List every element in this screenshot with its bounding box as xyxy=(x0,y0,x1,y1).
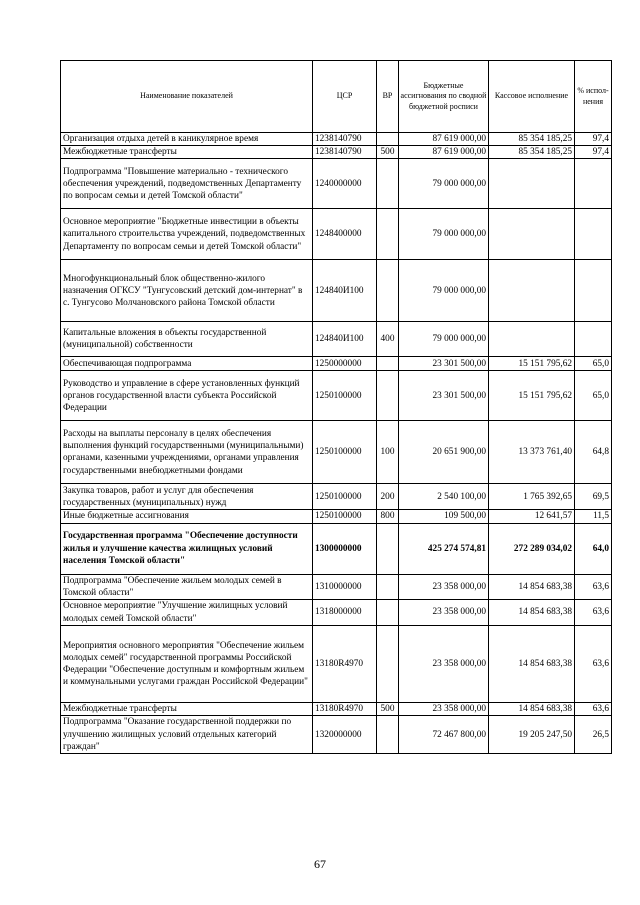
cell-cash: 85 354 185,25 xyxy=(489,146,575,159)
cell-csr: 1320000000 xyxy=(313,716,377,754)
cell-pct xyxy=(575,260,612,322)
table-body xyxy=(61,133,612,754)
table-header-row xyxy=(61,61,612,133)
cell-cash xyxy=(489,159,575,209)
cell-pct: 63,6 xyxy=(575,703,612,716)
cell-vr xyxy=(377,159,399,209)
cell-cash xyxy=(489,260,575,322)
cell-name: Многофункциональный блок общественно-жилого назначения ОГКСУ "Тунгусовский детский дом-интернат" в с. Тунгусово Молчановского района Томской области xyxy=(61,260,313,322)
cell-vr xyxy=(377,600,399,626)
cell-pct: 65,0 xyxy=(575,371,612,421)
table-row xyxy=(61,209,612,260)
cell-budget: 23 301 500,00 xyxy=(399,371,489,421)
cell-cash: 15 151 795,62 xyxy=(489,371,575,421)
table-row xyxy=(61,322,612,357)
cell-cash: 14 854 683,38 xyxy=(489,574,575,599)
table-row xyxy=(61,574,612,599)
cell-budget: 109 500,00 xyxy=(399,510,489,523)
cell-name: Организация отдыха детей в каникулярное время xyxy=(61,133,313,146)
cell-pct: 65,0 xyxy=(575,357,612,371)
cell-name: Государственная программа "Обеспечение доступности жилья и улучшение качества жилищных условий населения Томской области" xyxy=(61,523,313,574)
cell-name: Иные бюджетные ассигнования xyxy=(61,510,313,523)
cell-csr: 124840И100 xyxy=(313,260,377,322)
cell-csr: 1248400000 xyxy=(313,209,377,260)
cell-name: Подпрограмма "Повышение материально - технического обеспечения учреждений, подведомственных Департаменту по вопросам семьи и детей Томской области" xyxy=(61,159,313,209)
cell-vr: 800 xyxy=(377,510,399,523)
cell-pct: 11,5 xyxy=(575,510,612,523)
header-vr: ВР xyxy=(377,61,399,133)
cell-pct: 63,6 xyxy=(575,626,612,703)
cell-name: Руководство и управление в сфере установленных функций органов государственной власти субъекта Российской Федерации xyxy=(61,371,313,421)
budget-table xyxy=(60,60,612,754)
cell-name: Обеспечивающая подпрограмма xyxy=(61,357,313,371)
cell-cash: 85 354 185,25 xyxy=(489,133,575,146)
cell-name: Расходы на выплаты персоналу в целях обеспечения выполнения функций государственными (муниципальными) органами, казенными учреждениями, органами управления государственными внебюджетными фондами xyxy=(61,421,313,484)
cell-csr: 1238140790 xyxy=(313,133,377,146)
cell-budget: 79 000 000,00 xyxy=(399,322,489,357)
cell-pct: 64,0 xyxy=(575,523,612,574)
cell-csr: 1250100000 xyxy=(313,421,377,484)
cell-budget: 425 274 574,81 xyxy=(399,523,489,574)
cell-pct xyxy=(575,322,612,357)
cell-csr: 1250100000 xyxy=(313,484,377,510)
cell-pct: 64,8 xyxy=(575,421,612,484)
table-row xyxy=(61,260,612,322)
cell-csr: 1250100000 xyxy=(313,371,377,421)
table-row xyxy=(61,703,612,716)
table-row xyxy=(61,159,612,209)
cell-cash: 14 854 683,38 xyxy=(489,626,575,703)
cell-budget: 23 358 000,00 xyxy=(399,574,489,599)
cell-csr: 1250100000 xyxy=(313,510,377,523)
cell-name: Основное мероприятие "Бюджетные инвестиции в объекты капитального строительства учреждений, подведомственных Департаменту по вопросам семьи и детей Томской области" xyxy=(61,209,313,260)
cell-budget: 79 000 000,00 xyxy=(399,159,489,209)
table-row xyxy=(61,626,612,703)
cell-vr xyxy=(377,716,399,754)
cell-budget: 23 358 000,00 xyxy=(399,600,489,626)
cell-csr: 1240000000 xyxy=(313,159,377,209)
cell-vr xyxy=(377,209,399,260)
table-row xyxy=(61,510,612,523)
cell-vr xyxy=(377,260,399,322)
cell-name: Межбюджетные трансферты xyxy=(61,703,313,716)
cell-vr xyxy=(377,357,399,371)
header-name: Наименование показателей xyxy=(61,61,313,133)
cell-csr: 124840И100 xyxy=(313,322,377,357)
cell-csr: 1250000000 xyxy=(313,357,377,371)
cell-budget: 72 467 800,00 xyxy=(399,716,489,754)
cell-cash: 14 854 683,38 xyxy=(489,703,575,716)
cell-pct: 26,5 xyxy=(575,716,612,754)
cell-cash: 13 373 761,40 xyxy=(489,421,575,484)
cell-cash: 15 151 795,62 xyxy=(489,357,575,371)
cell-name: Закупка товаров, работ и услуг для обеспечения государственных (муниципальных) нужд xyxy=(61,484,313,510)
cell-cash: 1 765 392,65 xyxy=(489,484,575,510)
table-row xyxy=(61,133,612,146)
cell-csr: 1300000000 xyxy=(313,523,377,574)
cell-cash: 14 854 683,38 xyxy=(489,600,575,626)
header-percent: % испол-нения xyxy=(575,61,612,133)
cell-csr: 1238140790 xyxy=(313,146,377,159)
cell-name: Основное мероприятие "Улучшение жилищных условий молодых семей Томской области" xyxy=(61,600,313,626)
cell-pct xyxy=(575,159,612,209)
header-csr: ЦСР xyxy=(313,61,377,133)
table-row xyxy=(61,421,612,484)
cell-cash xyxy=(489,209,575,260)
cell-csr: 13180R4970 xyxy=(313,703,377,716)
cell-pct: 97,4 xyxy=(575,133,612,146)
cell-vr: 500 xyxy=(377,146,399,159)
cell-pct: 63,6 xyxy=(575,574,612,599)
cell-vr: 400 xyxy=(377,322,399,357)
cell-pct: 69,5 xyxy=(575,484,612,510)
cell-budget: 79 000 000,00 xyxy=(399,209,489,260)
cell-vr xyxy=(377,371,399,421)
cell-cash: 19 205 247,50 xyxy=(489,716,575,754)
cell-vr: 100 xyxy=(377,421,399,484)
cell-vr xyxy=(377,523,399,574)
cell-pct: 63,6 xyxy=(575,600,612,626)
cell-budget: 2 540 100,00 xyxy=(399,484,489,510)
cell-vr xyxy=(377,574,399,599)
cell-cash: 12 641,57 xyxy=(489,510,575,523)
cell-budget: 23 358 000,00 xyxy=(399,703,489,716)
cell-csr: 1310000000 xyxy=(313,574,377,599)
cell-budget: 20 651 900,00 xyxy=(399,421,489,484)
cell-name: Подпрограмма "Обеспечение жильем молодых семей в Томской области" xyxy=(61,574,313,599)
cell-budget: 23 358 000,00 xyxy=(399,626,489,703)
header-cash: Кассовое исполнение xyxy=(489,61,575,133)
table-row xyxy=(61,484,612,510)
table-row xyxy=(61,716,612,754)
cell-name: Мероприятия основного мероприятия "Обеспечение жильем молодых семей" государственной программы Российской Федерации "Обеспечение доступным и комфортным жильем и коммунальными услугами граждан Российской Федерации" xyxy=(61,626,313,703)
table-row xyxy=(61,357,612,371)
cell-vr xyxy=(377,626,399,703)
cell-vr: 500 xyxy=(377,703,399,716)
cell-pct xyxy=(575,209,612,260)
cell-pct: 97,4 xyxy=(575,146,612,159)
cell-name: Межбюджетные трансферты xyxy=(61,146,313,159)
cell-budget: 79 000 000,00 xyxy=(399,260,489,322)
cell-vr: 200 xyxy=(377,484,399,510)
cell-cash xyxy=(489,322,575,357)
table-row xyxy=(61,371,612,421)
table-row xyxy=(61,523,612,574)
cell-csr: 13180R4970 xyxy=(313,626,377,703)
table-row xyxy=(61,600,612,626)
page-number: 67 xyxy=(314,857,326,871)
header-budget: Бюджетные ассигнования по сводной бюджетной росписи xyxy=(399,61,489,133)
table-row xyxy=(61,146,612,159)
cell-budget: 87 619 000,00 xyxy=(399,133,489,146)
cell-cash: 272 289 034,02 xyxy=(489,523,575,574)
cell-name: Капитальные вложения в объекты государственной (муниципальной) собственности xyxy=(61,322,313,357)
cell-csr: 1318000000 xyxy=(313,600,377,626)
cell-name: Подпрограмма "Оказание государственной поддержки по улучшению жилищных условий отдельных категорий граждан" xyxy=(61,716,313,754)
cell-budget: 23 301 500,00 xyxy=(399,357,489,371)
cell-budget: 87 619 000,00 xyxy=(399,146,489,159)
cell-vr xyxy=(377,133,399,146)
